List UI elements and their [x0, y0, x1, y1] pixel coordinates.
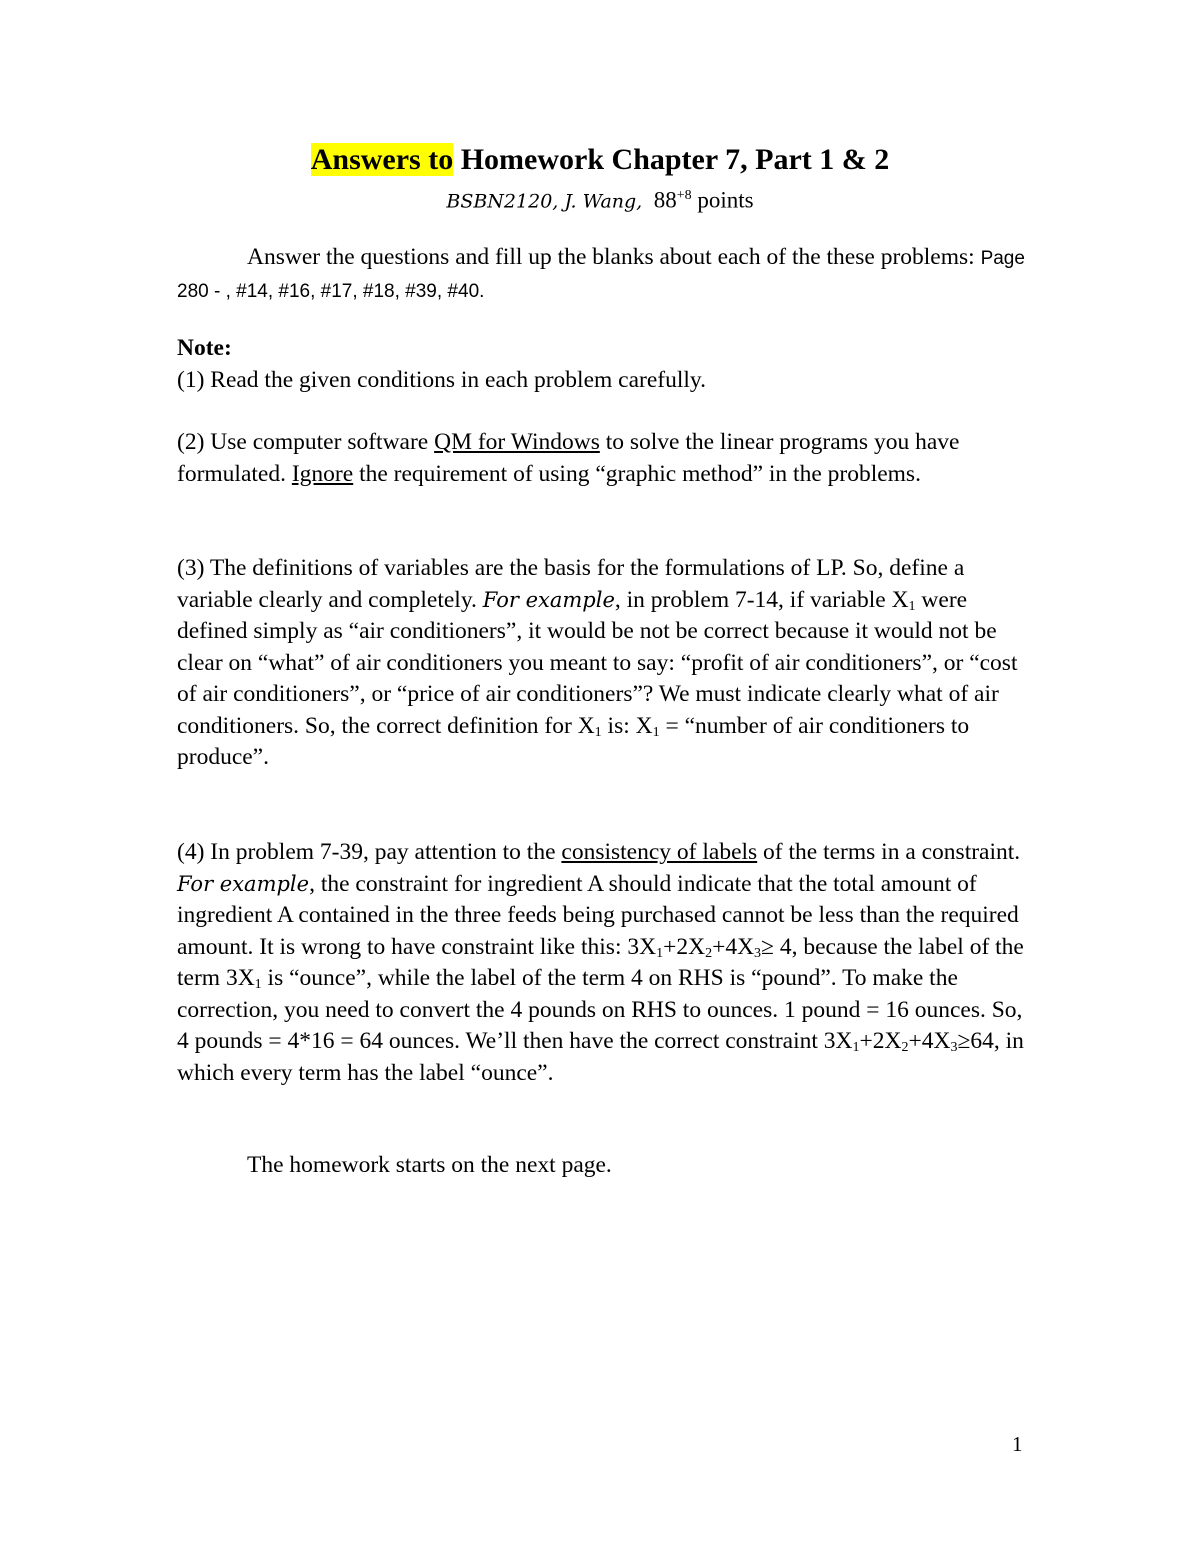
- subscript: 1: [656, 945, 664, 961]
- note-4-text-e: +4X: [712, 933, 755, 960]
- note-item-3: [177, 553, 1037, 774]
- note-4-text-h: +2X: [859, 1028, 902, 1054]
- subscript: 2: [901, 1040, 909, 1055]
- note-3-text-c: were defined simply as “air conditioners”, it would be not be correct because it would not be clear on “what” of air conditioners you meant to say: “profit of air conditioners”, or “cost of air conditioners”, or “price of air conditioners”? We must indicate clearly what of air conditioners. So, the correct definition for X: [177, 586, 1018, 739]
- problems-label: problems:: [880, 244, 981, 270]
- page-title: [0, 141, 1200, 179]
- note-4-text-b: of the terms in a constraint.: [757, 839, 1021, 865]
- subscript: 1: [594, 724, 602, 740]
- closing-line: The homework starts on the next page.: [247, 1152, 612, 1178]
- ignore-word: Ignore: [291, 460, 354, 487]
- note-4-text-a: (4) In problem 7-39, pay attention to the: [177, 839, 562, 865]
- title-text: Homework Chapter 7, Part 1 & 2: [453, 143, 890, 176]
- consistency-phrase: consistency of labels: [561, 839, 758, 865]
- problems-list: Page 280 - , #14, #16, #17, #18, #39, #40.: [177, 248, 1025, 302]
- note-3-text-e: = “number of air conditioners to produce”.: [177, 712, 970, 770]
- subscript: 2: [705, 945, 713, 961]
- points-bonus: +8: [676, 188, 692, 203]
- subscript: 1: [254, 977, 262, 992]
- note-4-text-g: is “ounce”, while the label of the term 4 on RHS is “pound”. To make the correction, you need to convert the 4 pounds on RHS to ounces. 1 pound = 16 ounces. So, 4 pounds = 4*16 = 64 ounces. We’ll then have the correct constraint 3X: [177, 965, 1023, 1054]
- subscript: 1: [852, 1040, 860, 1055]
- note-item-4: [177, 837, 1037, 1089]
- subscript: 1: [652, 724, 660, 740]
- for-example-label: For example: [482, 587, 615, 612]
- note-3-text-a: (3) The definitions of variables are the basis for the formulations of LP. So, define a variable clearly and completely.: [177, 555, 965, 613]
- note-item-2: [177, 427, 1037, 490]
- points-base: 88: [653, 187, 677, 213]
- subscript: 3: [754, 945, 762, 961]
- note-4-text-i: +4X: [908, 1028, 951, 1054]
- points-label: points: [691, 187, 754, 213]
- note-4-text-j: ≥64, in which every term has the label “ounce”.: [177, 1028, 1024, 1086]
- subscript: 3: [950, 1040, 958, 1055]
- note-item-1: (1) Read the given conditions in each problem carefully.: [177, 367, 707, 393]
- note-4-text-f: ≥ 4, because the label of the term 3X: [177, 933, 1024, 991]
- for-example-label: For example: [177, 871, 310, 896]
- title-highlight: Answers to: [310, 143, 454, 176]
- subscript: 1: [908, 598, 916, 614]
- course-subtitle: [0, 180, 1200, 218]
- software-name: QM for Windows: [434, 429, 600, 455]
- intro-line: Answer the questions and fill up the blanks about each of the these: [247, 244, 875, 270]
- note-3-text-b: , in problem 7-14, if variable X: [614, 586, 909, 613]
- note-2-text-b: to solve the linear programs you have formulated.: [177, 429, 960, 487]
- note-heading: Note:: [177, 335, 232, 361]
- note-4-text-d: +2X: [663, 933, 706, 960]
- course-info: BSBN2120, J. Wang,: [446, 190, 643, 213]
- page-number: 1: [1012, 1432, 1023, 1456]
- note-3-text-d: is: X: [601, 712, 653, 739]
- note-2-text-c: the requirement of using “graphic method” in the problems.: [353, 460, 921, 487]
- intro-paragraph: [177, 242, 1037, 307]
- note-4-text-c: , the constraint for ingredient A should indicate that the total amount of ingredient A contained in the three feeds being purchased cannot be less than the required amount. It is wrong to have constraint like this: 3X: [177, 870, 1019, 960]
- note-2-text-a: (2) Use computer software: [177, 429, 435, 455]
